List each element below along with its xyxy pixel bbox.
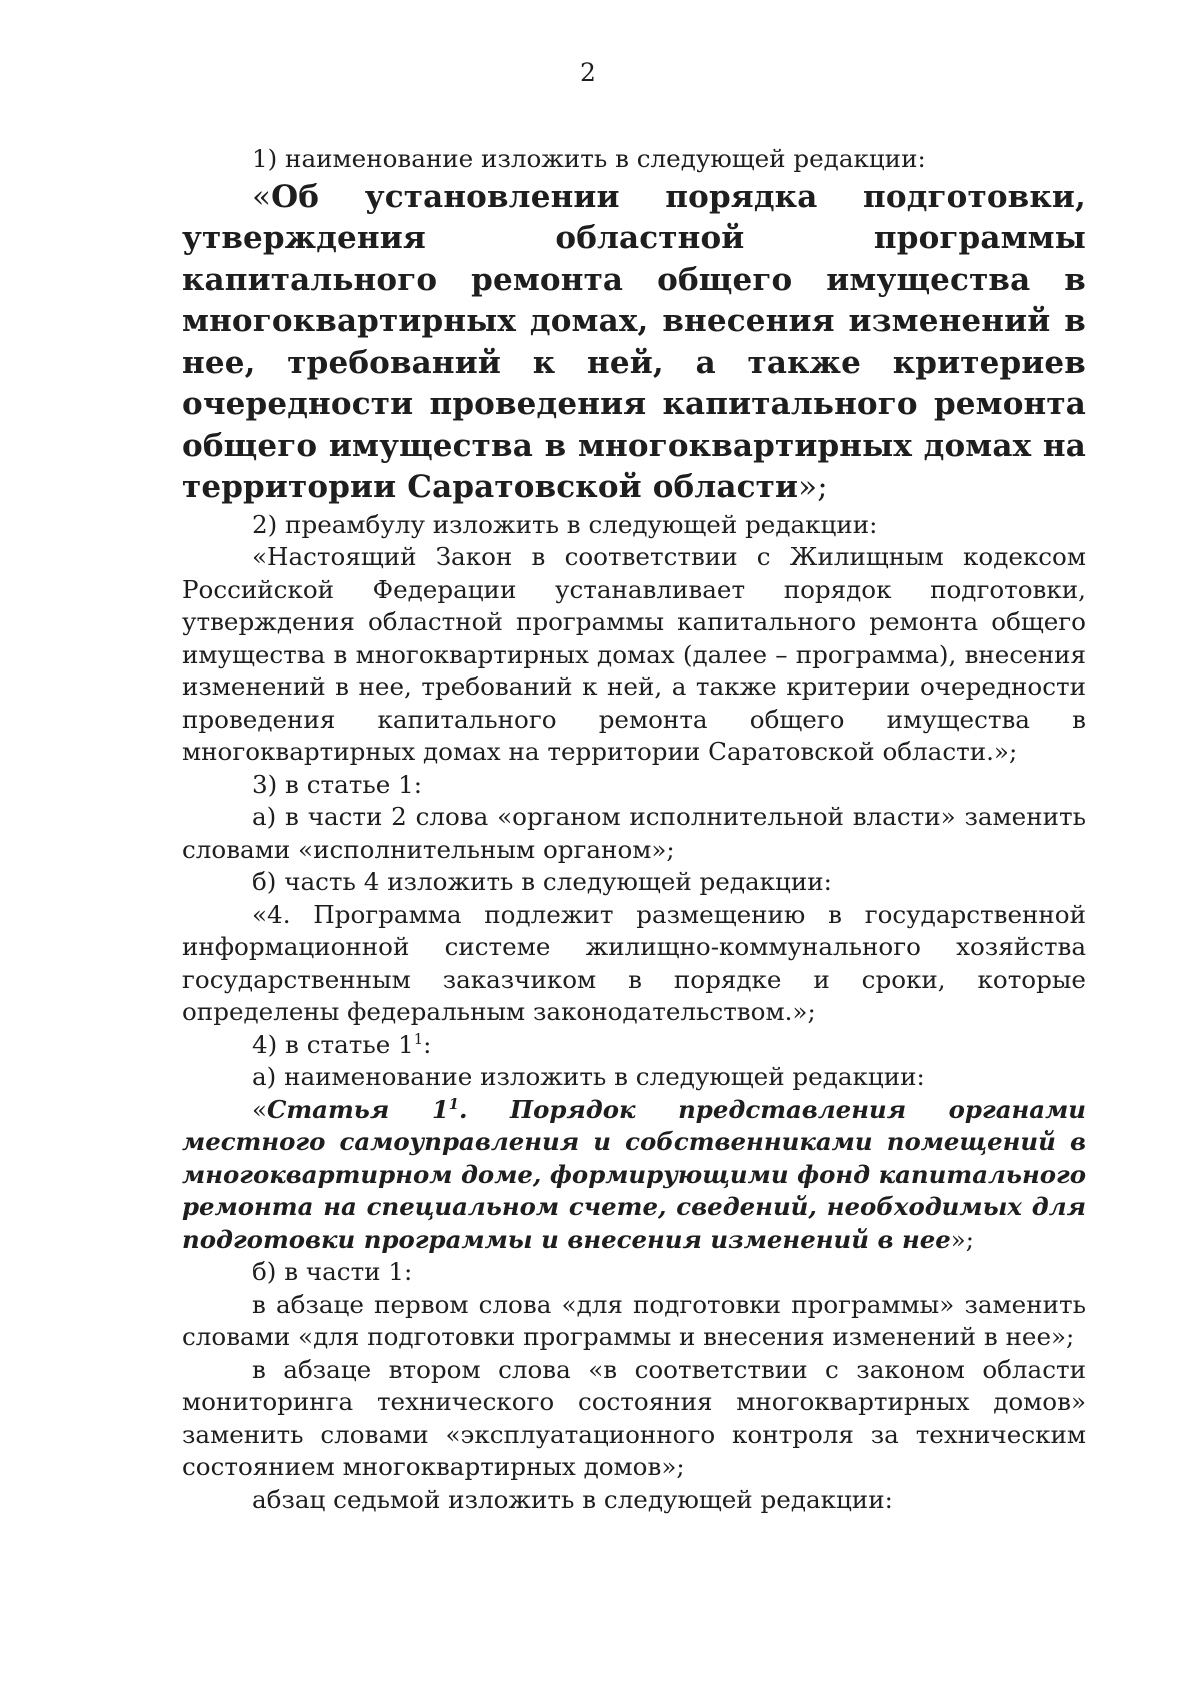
title-text: Об установлении порядка подготовки, утверждения областной программы капитального ремонта общего имущества в многоквартирных домах, внесения изменений в нее, требований к ней, а также критериев очередности проведения капитального ремонта общего имущества в многоквартирных домах на территории Саратовской области (182, 178, 1086, 505)
item-2-intro: 2) преамбулу изложить в следующей редакции: (252, 509, 878, 539)
article-text: . Порядок представления органами местного самоуправления и собственниками помещений в многоквартирном доме, формирующими фонд капитального ремонта на специальном счете, сведений, необходимых для подготовки программы и внесения изменений в нее (182, 1094, 1087, 1254)
article-open-quote: « (252, 1094, 267, 1124)
item-4b: б) в части 1: (252, 1257, 413, 1286)
item-4b-paragraph-1: в абзаце первом слова «для подготовки программы» заменить словами «для подготовки программы и внесения изменений в нее»; (182, 1289, 1086, 1351)
article-close-quote: »; (950, 1224, 974, 1254)
item-4-intro-prefix: 4) в статье 1 (252, 1029, 414, 1059)
item-3-intro: 3) в статье 1: (252, 769, 423, 799)
article-title (182, 1094, 1086, 1257)
amendment-text (182, 143, 1086, 1516)
article-sup: 1 (448, 1095, 459, 1113)
item-4a: а) наименование изложить в следующей редакции: (252, 1062, 925, 1091)
item-1-intro: 1) наименование изложить в следующей редакции: (252, 144, 926, 173)
title-close-quote: »; (798, 469, 828, 505)
item-3b-text: «4. Программа подлежит размещению в государственной информационной системе жилищно-коммунального хозяйства государственным заказчиком в порядке и сроки, которые определены федеральным законодательством.»; (182, 899, 1086, 1026)
article-word: Статья 1 (266, 1094, 449, 1124)
item-4b-paragraph-3: абзац седьмой изложить в следующей редакции: (252, 1484, 893, 1514)
item-4-intro-sup: 1 (413, 1030, 424, 1048)
item-4-intro (182, 1029, 1086, 1062)
item-4-intro-suffix: : (423, 1029, 432, 1059)
preamble-text: «Настоящий Закон в соответствии с Жилищным кодексом Российской Федерации устанавливает порядок подготовки, утверждения областной программы капитального ремонта общего имущества в многоквартирных домах (далее – программа), внесения изменений в нее, требований к ней, а также критерии очередности проведения капитального ремонта общего имущества в многоквартирных домах на территории Саратовской области.»; (182, 542, 1086, 766)
item-3a: а) в части 2 слова «органом исполнительной власти» заменить словами «исполнительным органом»; (182, 802, 1086, 864)
item-3b: б) часть 4 изложить в следующей редакции: (252, 867, 832, 896)
title-open-quote: « (252, 178, 272, 215)
page-number: 2 (580, 58, 596, 87)
item-4b-paragraph-2: в абзаце втором слова «в соответствии с законом области мониторинга технического состояния многоквартирных домов» заменить словами «эксплуатационного контроля за техническим состоянием многоквартирных домов»; (182, 1354, 1086, 1481)
new-law-title (182, 177, 1086, 509)
